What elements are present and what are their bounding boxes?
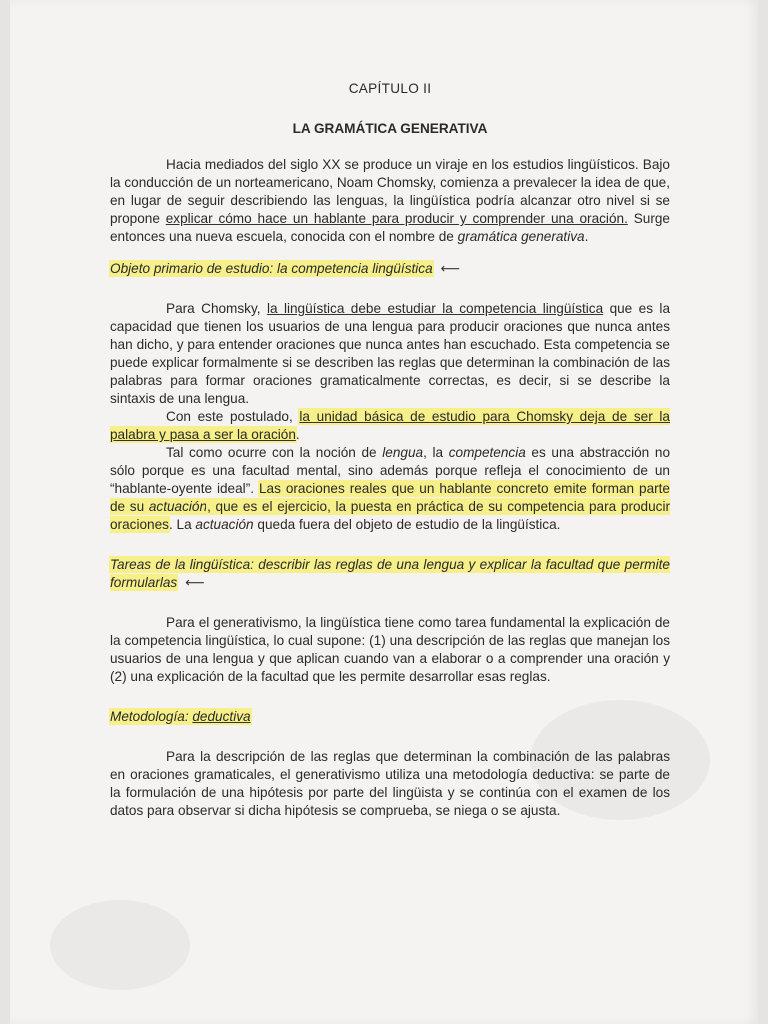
paragraph-postulado: Con este postulado, la unidad básica de estudio para Chomsky deja de ser la palabra y pasa a ser la oración. [110,409,670,442]
paragraph-intro: Hacia mediados del siglo XX se produce un viraje en los estudios lingüísticos. Bajo la conducción de un norteamericano, Noam Chomsky, comienza a prevalecer la idea de que, en lugar de seguir describiendo las lenguas, la lingüística podría alcanzar otro nivel si se propone explicar cómo hace un hablante para producir y comprender una oración. Surge entonces una nueva escuela, conocida con el nombre de gramática generativa. [110,157,670,244]
highlighted-phrase: Las oraciones reales que un hablante concreto emite forman parte de su [110,481,670,514]
paper-stain [50,900,190,990]
section-heading-metodologia: Metodología: deductiva [110,709,251,724]
paragraph-chomsky: Para Chomsky, la lingüística debe estudiar la competencia lingüística que es la capacidad que tienen los usuarios de una lengua para producir oraciones que nunca antes han dicho, y para entender oraciones que nunca antes han escuchado. Esta competencia se puede explicar formalmente si se describen las reglas que determinan la combinación de las palabras para formar oraciones gramaticalmente correctas, es decir, si se describe la sintaxis de una lengua. [110,301,671,406]
underlined-phrase: la lingüística debe estudiar la competencia lingüística [266,301,604,316]
checkmark-annotation-icon: ⟵ [440,261,461,276]
document-body [110,80,670,820]
paragraph-metodologia: Para la descripción de las reglas que determinan la combinación de las palabras en oraciones gramaticales, el generativismo utiliza una metodología deductiva: se parte de la formulación de una hipótesis por parte del lingüista y se continúa con el examen de los datos para observar si dicha hipótesis se comprueba, se niega o se ajusta. [110,749,670,818]
paragraph-generativismo: Para el generativismo, la lingüística tiene como tarea fundamental la explicación de la competencia lingüística, lo cual supone: (1) una descripción de las reglas que manejan los usuarios de una lengua y que aplican cuando van a elaborar o a comprender una oración y (2) una explicación de la facultad que les permite desarrollar esas reglas. [110,615,670,684]
highlighted-phrase: , que es el ejercicio, la puesta en práctica de su competencia para producir oraciones [110,499,671,532]
chapter-label: CAPÍTULO II [348,81,432,96]
highlighted-phrase: la unidad básica de estudio para Chomsky deja de ser la palabra y pasa a ser la oración [110,409,670,442]
document-page [10,0,758,1024]
section-heading-objeto: Objeto primario de estudio: la competencia lingüística ⟵ [110,261,461,276]
checkmark-annotation-icon: ⟵ [185,575,205,590]
section-heading-tareas: Tareas de la lingüística: describir las reglas de una lengua y explicar la facultad que permite formularlas ⟵ [110,557,670,590]
underlined-phrase: explicar cómo hace un hablante para producir y comprender una oración. [165,211,628,226]
chapter-title: LA GRAMÁTICA GENERATIVA [292,121,488,136]
paragraph-competencia: Tal como ocurre con la noción de lengua, la competencia es una abstracción no sólo porque es una facultad mental, sino además porque refleja el conocimiento de un “hablante-oyente ideal”. Las oraciones reales que un hablante concreto emite forman parte de su actuación, que es el ejercicio, la puesta en práctica de su competencia para producir oraciones. La actuación queda fuera del objeto de estudio de la lingüística. [110,445,671,532]
